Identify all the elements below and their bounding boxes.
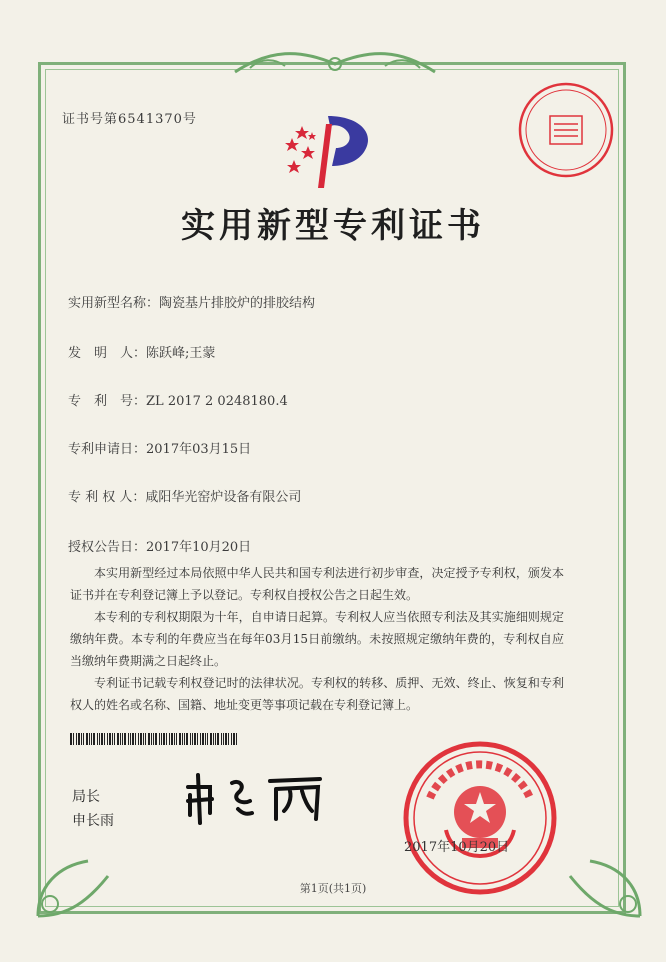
- grant-date-field: [68, 536, 251, 555]
- field-label: 发 明 人：: [68, 346, 147, 361]
- certificate-body: [70, 562, 564, 716]
- barcode-bar: [140, 733, 142, 745]
- body-paragraph: 本实用新型经过本局依照中华人民共和国专利法进行初步审查，决定授予专利权，颁发本证书并在专利登记簿上予以登记。专利权自授权公告之日起生效。: [70, 566, 564, 602]
- barcode-bar: [86, 733, 88, 745]
- inventor-field: [68, 342, 215, 361]
- barcode-bar: [81, 733, 82, 745]
- body-paragraph: 本专利的专利权期限为十年，自申请日起算。专利权人应当依照专利法及其实施细则规定缴纳年费。本专利的年费应当在每年03月15日前缴纳。未按照规定缴纳年费的，专利权自应当缴纳年费期满之日起终止。: [70, 610, 564, 668]
- barcode-bar: [138, 733, 139, 745]
- field-value: 陈跃峰;王蒙: [146, 346, 216, 361]
- barcode-bar: [99, 733, 100, 745]
- barcode-bar: [225, 733, 227, 745]
- barcode-bar: [73, 733, 74, 745]
- barcode-bar: [190, 733, 191, 745]
- page-number: 第1页(共1页): [299, 882, 367, 895]
- barcode-bar: [194, 733, 196, 745]
- field-label: 授权公告日：: [68, 540, 147, 555]
- barcode-bar: [221, 733, 222, 745]
- barcode-bar: [233, 733, 235, 745]
- barcode-bar: [89, 733, 90, 745]
- barcode-bar: [117, 733, 119, 745]
- barcode-bar: [200, 733, 201, 745]
- barcode-bar: [166, 733, 167, 745]
- patent-number-field: [68, 390, 288, 409]
- handwritten-signature: [180, 765, 330, 825]
- barcode-bar: [155, 733, 157, 745]
- signatory-role: 局长: [72, 789, 100, 805]
- patentee-field: [68, 486, 301, 505]
- barcode-bar: [202, 733, 204, 745]
- barcode-bar: [186, 733, 188, 745]
- certificate-number: 证书号第6541370号: [62, 112, 197, 127]
- field-value: 2017年10月20日: [146, 540, 252, 555]
- barcode-bar: [236, 733, 237, 745]
- barcode-bar: [207, 733, 208, 745]
- field-value: ZL 2017 2 0248180.4: [146, 394, 288, 409]
- barcode-bar: [174, 733, 175, 745]
- issue-date-stamp: 2017年10月20日: [404, 840, 510, 855]
- field-value: 陶瓷基片排胶炉的排胶结构: [159, 296, 316, 311]
- barcode-bar: [197, 733, 198, 745]
- barcode-bar: [169, 733, 170, 745]
- barcode-bar: [97, 733, 98, 745]
- patent-office-logo: [280, 108, 380, 190]
- barcode-bar: [120, 733, 121, 745]
- barcode-bar: [104, 733, 105, 745]
- application-date-field: [68, 438, 251, 457]
- signatory-name: 申长雨: [72, 813, 114, 829]
- field-value: 咸阳华光窑炉设备有限公司: [145, 490, 302, 505]
- barcode-bar: [179, 733, 181, 745]
- barcode-bar: [171, 733, 173, 745]
- barcode-bar: [151, 733, 152, 745]
- field-label: 专利申请日：: [68, 442, 147, 457]
- barcode-bar: [228, 733, 229, 745]
- barcode-bar: [107, 733, 108, 745]
- certificate-title: 实用新型专利证书: [181, 206, 485, 246]
- barcode-bar: [93, 733, 95, 745]
- barcode-bar: [112, 733, 113, 745]
- barcode-bar: [205, 733, 206, 745]
- barcode-bar: [91, 733, 92, 745]
- barcode-bar: [122, 733, 123, 745]
- barcode-bar: [145, 733, 146, 745]
- field-label: 专 利 权 人：: [68, 490, 146, 505]
- field-value: 2017年03月15日: [146, 442, 252, 457]
- barcode-bar: [159, 733, 160, 745]
- top-ornament: [230, 44, 440, 82]
- barcode-bar: [130, 733, 131, 745]
- barcode-bar: [143, 733, 144, 745]
- barcode-bar: [101, 733, 103, 745]
- barcode-bar: [231, 733, 232, 745]
- barcode-bar: [128, 733, 129, 745]
- barcode-bar: [132, 733, 134, 745]
- body-paragraph: 专利证书记载专利权登记时的法律状况。专利权的转移、质押、无效、终止、恢复和专利权人的姓名或名称、国籍、地址变更等事项记载在专利登记簿上。: [70, 676, 564, 712]
- barcode-bar: [78, 733, 80, 745]
- utility-model-name-field: [68, 292, 315, 311]
- barcode-bar: [184, 733, 185, 745]
- national-ipo-seal: [400, 738, 560, 898]
- barcode-bar: [161, 733, 162, 745]
- barcode-bar: [163, 733, 165, 745]
- barcode-bar: [114, 733, 115, 745]
- barcode-bar: [70, 733, 72, 745]
- tax-seal: [514, 78, 618, 182]
- field-label: 专 利 号：: [68, 394, 147, 409]
- barcode-bar: [148, 733, 150, 745]
- barcode-bar: [153, 733, 154, 745]
- barcode-bar: [192, 733, 193, 745]
- barcode-bar: [76, 733, 77, 745]
- barcode-bar: [210, 733, 212, 745]
- barcode-bar: [213, 733, 214, 745]
- barcode-bar: [182, 733, 183, 745]
- barcode: [70, 733, 240, 745]
- barcode-bar: [109, 733, 111, 745]
- barcode-bar: [223, 733, 224, 745]
- barcode-bar: [215, 733, 216, 745]
- barcode-bar: [176, 733, 177, 745]
- barcode-bar: [83, 733, 84, 745]
- barcode-bar: [217, 733, 219, 745]
- barcode-bar: [124, 733, 126, 745]
- barcode-bar: [135, 733, 136, 745]
- field-label: 实用新型名称：: [68, 296, 160, 311]
